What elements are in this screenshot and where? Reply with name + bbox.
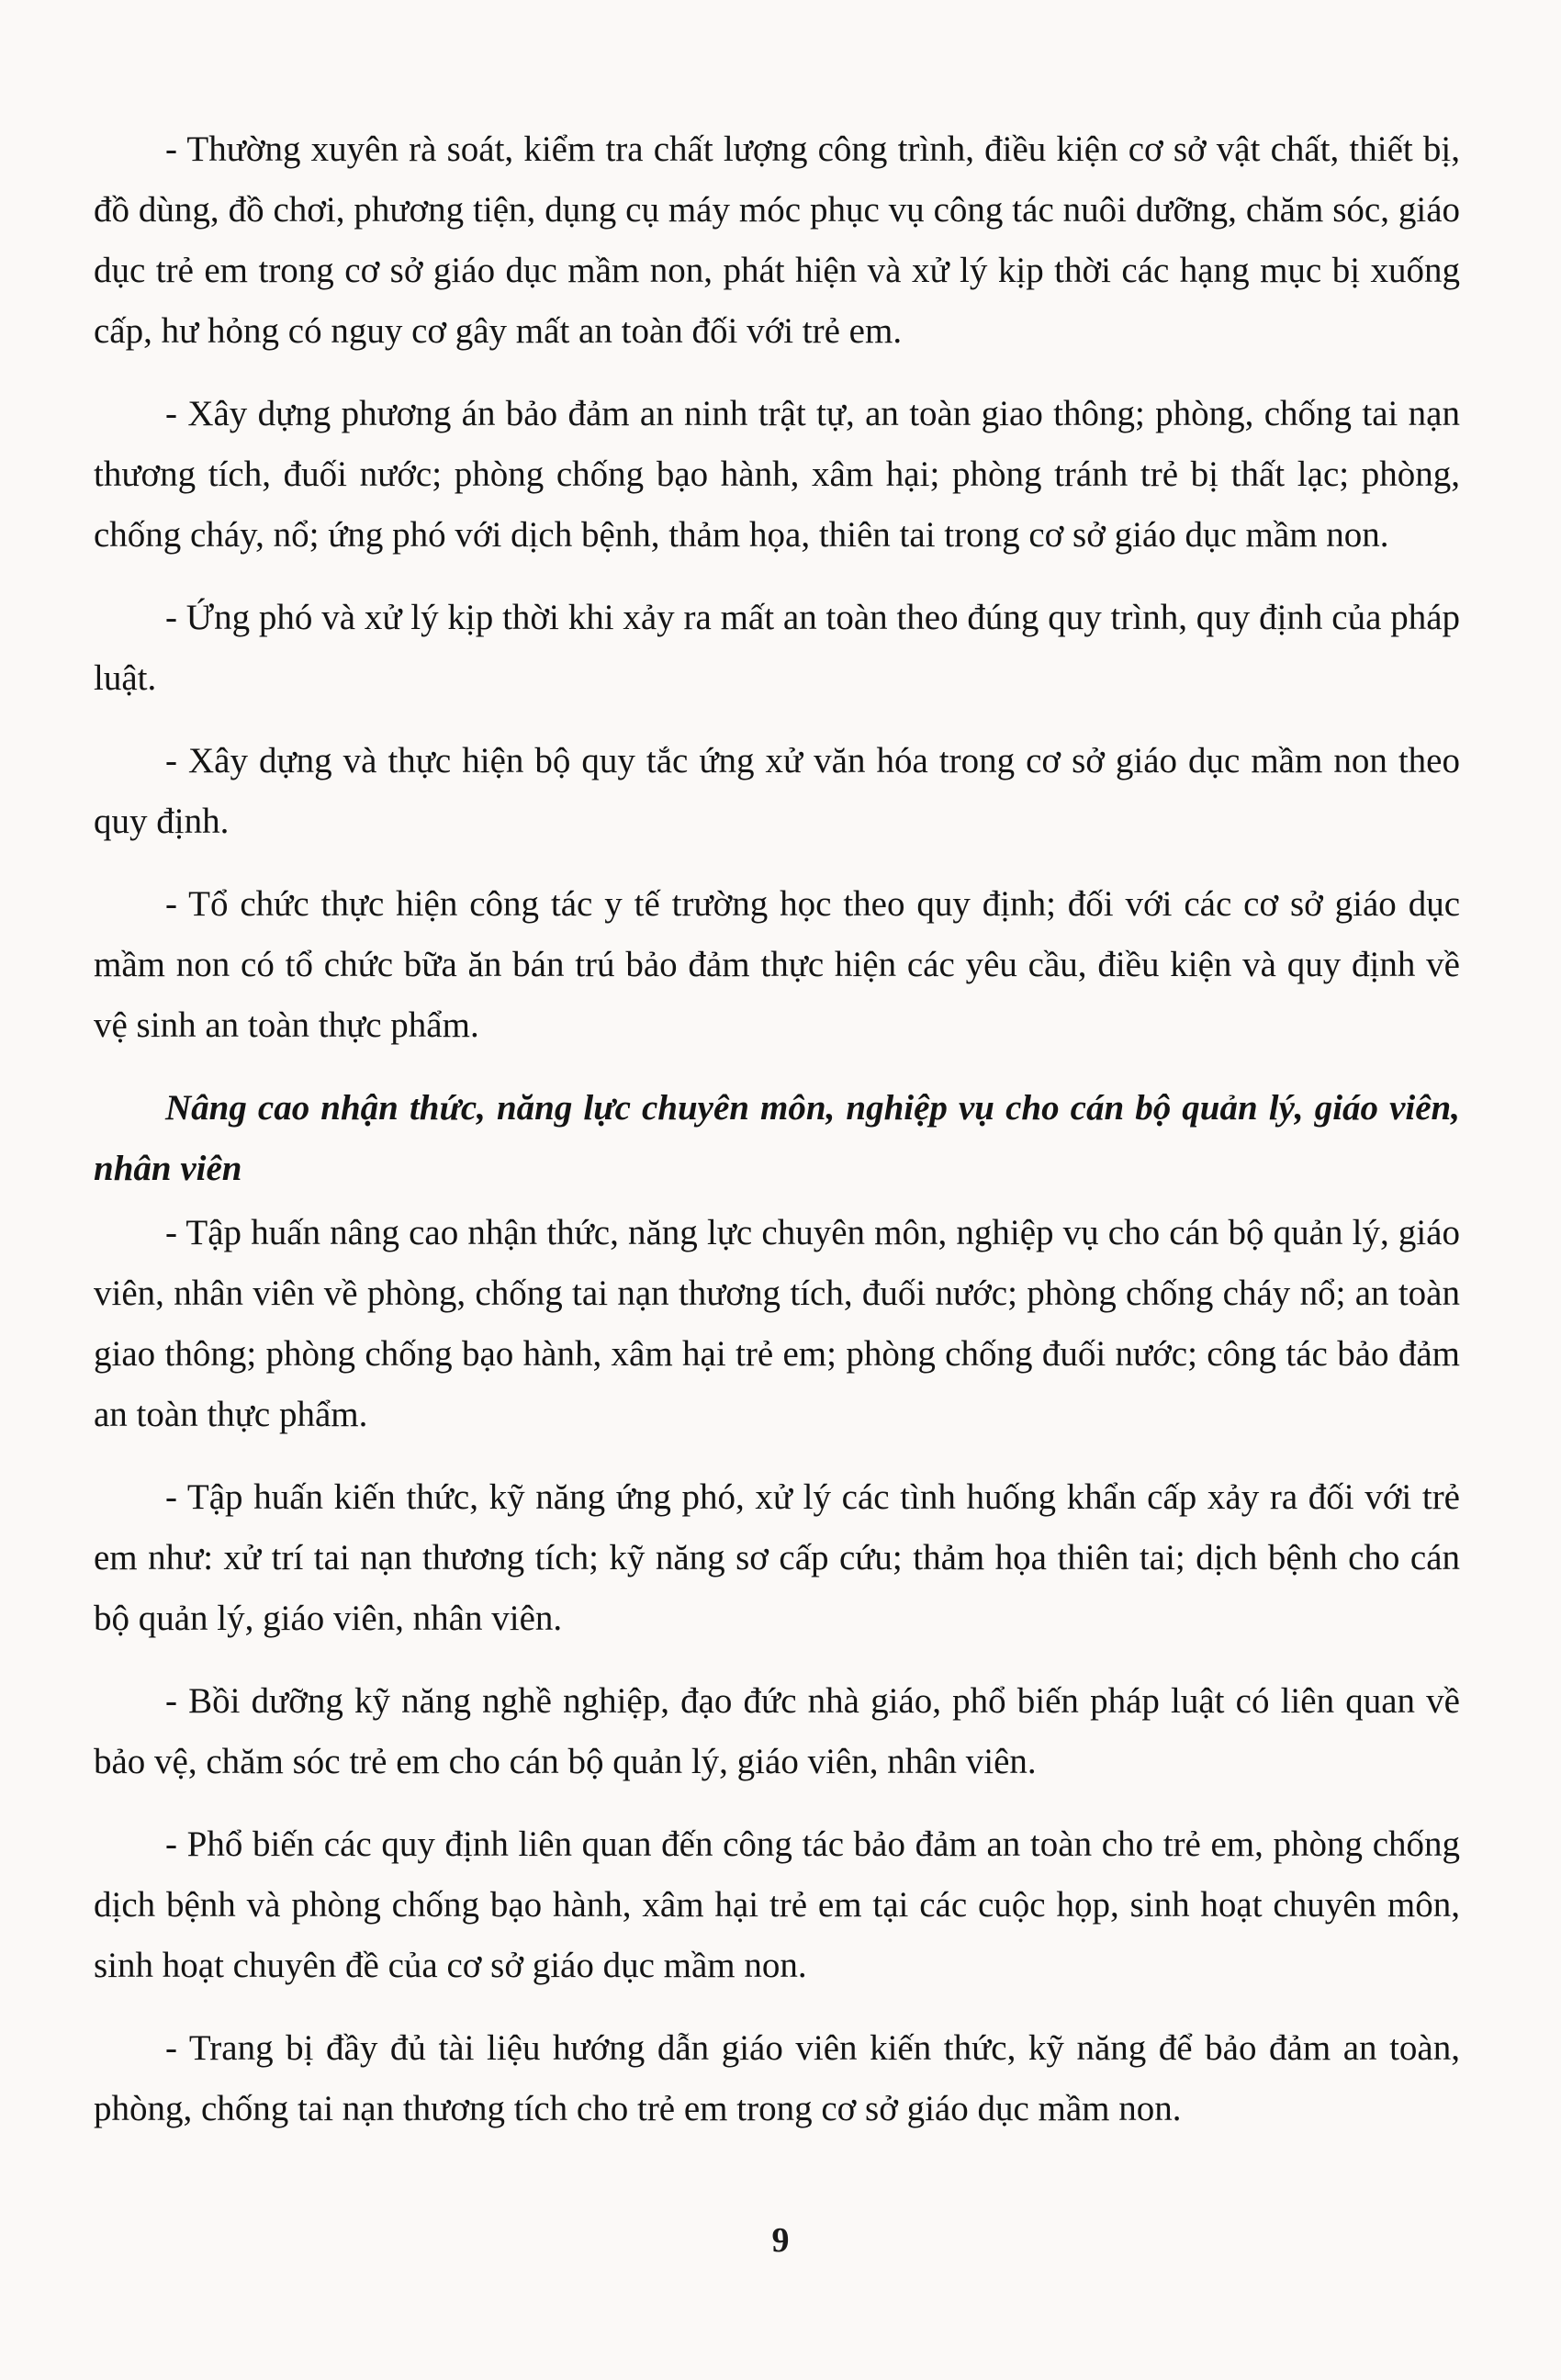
paragraph-teacher-materials: - Trang bị đầy đủ tài liệu hướng dẫn giáo viên kiến thức, kỹ năng để bảo đảm an toàn, phòng, chống tai nạn thương tích cho trẻ em trong cơ sở giáo dục mầm non.: [94, 2028, 1460, 2128]
paragraph-emergency-training: - Tập huấn kiến thức, kỹ năng ứng phó, xử lý các tình huống khẩn cấp xảy ra đối với trẻ em như: xử trí tai nạn thương tích; kỹ năng sơ cấp cứu; thảm họa thiên tai; dịch bệnh cho cán bộ quản lý, giáo viên, nhân viên.: [94, 1477, 1460, 1638]
section-heading: Nâng cao nhận thức, năng lực chuyên môn, nghiệp vụ cho cán bộ quản lý, giáo viên, nhân viên: [94, 1088, 1460, 1188]
paragraph-safety-plan: - Xây dựng phương án bảo đảm an ninh trật tự, an toàn giao thông; phòng, chống tai nạn thương tích, đuối nước; phòng chống bạo hành, xâm hại; phòng tránh trẻ bị thất lạc; phòng, chống cháy, nổ; ứng phó với dịch bệnh, thảm họa, thiên tai trong cơ sở giáo dục mầm non.: [94, 394, 1460, 555]
paragraph-professional-ethics: - Bồi dưỡng kỹ năng nghề nghiệp, đạo đức nhà giáo, phổ biến pháp luật có liên quan về bảo vệ, chăm sóc trẻ em cho cán bộ quản lý, giáo viên, nhân viên.: [94, 1681, 1460, 1781]
paragraph-training-awareness: - Tập huấn nâng cao nhận thức, năng lực chuyên môn, nghiệp vụ cho cán bộ quản lý, giáo viên, nhân viên về phòng, chống tai nạn thương tích, đuối nước; phòng chống cháy nổ; an toàn giao thông; phòng chống bạo hành, xâm hại trẻ em; phòng chống đuối nước; công tác bảo đảm an toàn thực phẩm.: [94, 1213, 1460, 1434]
paragraph-code-of-conduct: - Xây dựng và thực hiện bộ quy tắc ứng xử văn hóa trong cơ sở giáo dục mầm non theo quy định.: [94, 741, 1460, 841]
paragraph-incident-response: - Ứng phó và xử lý kịp thời khi xảy ra mất an toàn theo đúng quy trình, quy định của pháp luật.: [94, 598, 1460, 698]
paragraph-regulation-dissemination: - Phổ biến các quy định liên quan đến công tác bảo đảm an toàn cho trẻ em, phòng chống dịch bệnh và phòng chống bạo hành, xâm hại trẻ em tại các cuộc họp, sinh hoạt chuyên môn, sinh hoạt chuyên đề của cơ sở giáo dục mầm non.: [94, 1824, 1460, 1985]
body-text: [94, 119, 1460, 2161]
paragraph-inspection: - Thường xuyên rà soát, kiểm tra chất lượng công trình, điều kiện cơ sở vật chất, thiết bị, đồ dùng, đồ chơi, phương tiện, dụng cụ máy móc phục vụ công tác nuôi dưỡng, chăm sóc, giáo dục trẻ em trong cơ sở giáo dục mầm non, phát hiện và xử lý kịp thời các hạng mục bị xuống cấp, hư hỏng có nguy cơ gây mất an toàn đối với trẻ em.: [94, 129, 1460, 351]
page-number: 9: [771, 2221, 790, 2260]
paragraph-school-health: - Tổ chức thực hiện công tác y tế trường học theo quy định; đối với các cơ sở giáo dục mầm non có tổ chức bữa ăn bán trú bảo đảm thực hiện các yêu cầu, điều kiện và quy định về vệ sinh an toàn thực phẩm.: [94, 884, 1460, 1045]
